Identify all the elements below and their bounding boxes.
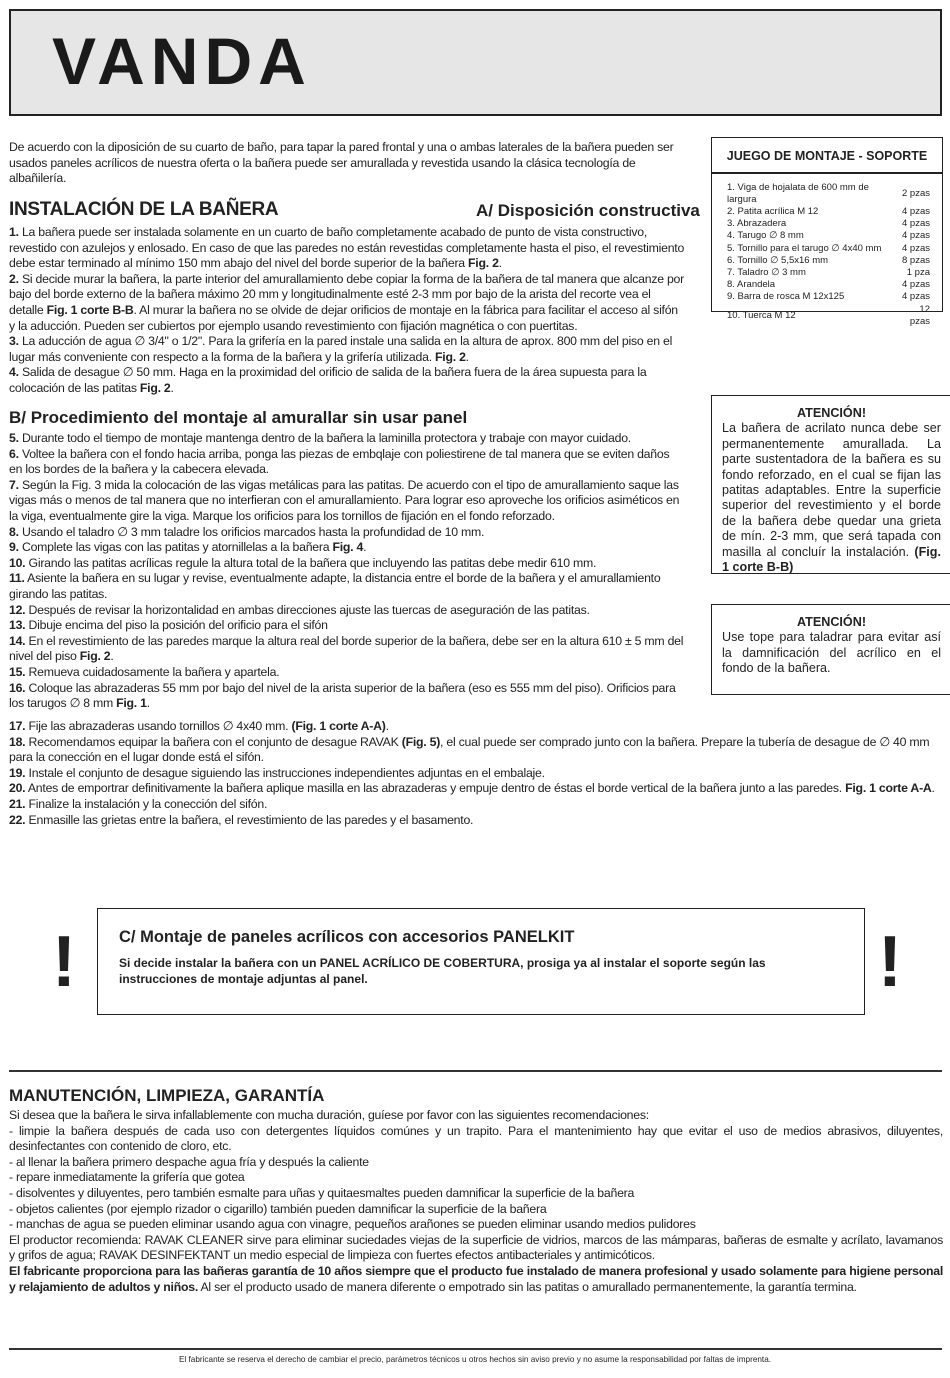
- maintenance-line: - manchas de agua se pueden eliminar usando agua con vinagre, pequeños arañones se pueden eliminar usando medios pulidores: [9, 1217, 696, 1232]
- attention-box-acrylic: [711, 395, 950, 574]
- table-row: [727, 267, 930, 279]
- kit-item-name: 9. Barra de rosca M 12x125: [727, 291, 845, 303]
- attention-box-drill: [711, 604, 950, 695]
- attention-text: Use tope para taladrar para evitar así la damnificación del acrílico en el fondo de la bañera.: [722, 630, 941, 676]
- list-item: 7. Según la Fig. 3 mida la colocación de las vigas metálicas para las patitas. De acuerdo con el tipo de amurallamiento saque las vigas más o menos de tal manera que no interfieran con el amurallamiento. Para lograr eso aproveche los orificios asiméticos en la viga, eventualmente gire la viga. Marque los orificios para los tornillos de fijación en el fondo reforzado.: [9, 477, 680, 523]
- kit-item-qty: 8 pzas: [902, 254, 930, 266]
- install-title: INSTALACIÓN DE LA BAÑERA: [9, 199, 279, 220]
- exclamation-icon: !: [52, 922, 76, 1002]
- list-item: 8. Usando el taladro ∅ 3 mm taladre los orificios marcados hasta la profundidad de 10 mm.: [9, 524, 485, 539]
- table-row: [727, 291, 930, 303]
- kit-item-name: 5. Tornillo para el tarugo ∅ 4x40 mm: [727, 242, 882, 254]
- list-item: 17. Fije las abrazaderas usando tornillos ∅ 4x40 mm. (Fig. 1 corte A-A).: [9, 719, 389, 733]
- footer-divider: [9, 1348, 942, 1350]
- panelkit-title: C/ Montaje de paneles acrílicos con accesorios PANELKIT: [119, 928, 575, 946]
- list-item: 11. Asiente la bañera en su lugar y revise, eventualmente adapte, la distancia entre el borde de la bañera y el amurallamiento girando las patitas.: [9, 571, 661, 601]
- install-list: [9, 225, 685, 397]
- list-item: 3. La aducción de agua ∅ 3/4" o 1/2". Para la grifería en la pared instale una salida en la altura de aprox. 800 mm del piso en el lugar más conveniente con respecto a la forma de la bañera y la grifería utilizada. Fig. 2.: [9, 334, 673, 364]
- kit-item-qty: 4 pzas: [902, 230, 930, 242]
- kit-item-name: 2. Patita acrílica M 12: [727, 206, 819, 217]
- attention-title: ATENCIÓN!: [796, 406, 867, 420]
- maintenance-line: - al llenar la bañera primero despache agua fría y después la caliente: [9, 1154, 369, 1169]
- table-row: [727, 218, 930, 230]
- warranty-text: El fabricante proporciona para las bañeras garantía de 10 años siempre que el producto fue instalado de manera profesional y usado solamente para higiene personal y relajamiento de adultos y niños. Al ser el producto usado de manera diferente o empotrado sin las patitas o amurallado permanentemente, la garantía termina.: [9, 1263, 943, 1294]
- maintenance-line: - objetos calientes (por ejemplo rizador o cigarillo) también pueden damnificar la superficie de la bañera: [9, 1201, 547, 1216]
- table-row: [727, 206, 930, 218]
- exclamation-icon: !: [878, 922, 902, 1002]
- kit-item-qty: 4 pzas: [902, 218, 930, 230]
- attention-text: La bañera de acrilato nunca debe ser permanentemente amurallada. La parte sustentadora de la bañera es su fondo reforzado, en el cual se fijan las patitas adaptables. Entre la superficie superior del revestimiento y el borde de la bañera debe quedar una grieta de mín. 2-3 mm, que será tapada con masilla al concluír la instalación.: [722, 421, 941, 559]
- list-item: 4. Salida de desague ∅ 50 mm. Haga en la proximidad del orificio de salida de la bañera fuera de la área supuesta para la colocación de las patitas Fig. 2.: [9, 365, 647, 395]
- kit-item-qty: 1 pza: [906, 267, 930, 279]
- table-row: [727, 304, 930, 328]
- kit-title: JUEGO DE MONTAJE - SOPORTE: [726, 149, 928, 163]
- intro-text: De acuerdo con la diposición de su cuarto de baño, para tapar la pared frontal y una o ambas laterales de la bañera pueden ser usados paneles acrílicos de nuestra oferta o la bañera puede ser amurallada y revestida usando la clásica tecnología de albañilería.: [9, 140, 674, 186]
- list-item: 2. Si decide murar la bañera, la parte interior del amurallamiento debe copiar la forma de la bañera de tal manera que alcanze por bajo del borde externo de la bañera máximo 20 mm y longitudinalmente esté 2-3 mm por bajo de la arista del recorte vea el detalle Fig. 1 corte B-B. Al murar la bañera no se olvide de dejar orificios de montaje en la fábrica para facilitar el acceso al sifón y la aducción. Pueden ser cubiertos por ejemplo usando revestimiento con fijación magnética o con puertitas.: [9, 271, 684, 333]
- kit-item-name: 3. Abrazadera: [727, 218, 787, 230]
- kit-item-name: 1. Viga de hojalata de 600 mm de largura: [727, 181, 869, 205]
- maintenance-line: - disolventes y diluyentes, pero también esmalte para uñas y quitaesmaltes pueden damnificar la superficie de la bañera: [9, 1185, 635, 1200]
- brand-title: VANDA: [52, 24, 312, 98]
- kit-item-qty: 4 pzas: [902, 279, 930, 291]
- procedure-list: [9, 431, 685, 712]
- table-row: [727, 230, 930, 242]
- kit-item-qty: 4 pzas: [902, 242, 930, 254]
- table-row: [727, 243, 930, 255]
- list-item: 14. En el revestimiento de las paredes marque la altura real del borde superior de la bañera, debe ser en la altura 610 ± 5 mm del nivel del piso Fig. 2.: [9, 633, 684, 664]
- kit-item-qty: 2 pzas: [902, 187, 930, 199]
- table-row: [727, 255, 930, 267]
- kit-item-name: 8. Arandela: [727, 279, 776, 291]
- list-item: 10. Girando las patitas acrílicas regule la altura total de la bañera que incluyendo las patitas debe medir 610 mm.: [9, 555, 597, 570]
- list-item: 18. Recomendamos equipar la bañera con el conjunto de desague RAVAK (Fig. 5), el cual puede ser comprado junto con la bañera. Prepare la tubería de desague de ∅ 40 mm para la conección en el lugar donde está el sifón.: [9, 734, 930, 765]
- kit-item-name: 10. Tuerca M 12: [727, 309, 796, 321]
- maintenance-title: MANUTENCIÓN, LIMPIEZA, GARANTÍA: [9, 1086, 325, 1105]
- list-item: 20. Antes de emportrar definitivamente la bañera aplique masilla en las abrazaderas y empuje dentro de éstas el borde vertical de la bañera junto a las paredes. Fig. 1 corte A-A.: [9, 781, 935, 796]
- kit-item-name: 6. Tornillo ∅ 5,5x16 mm: [727, 254, 829, 266]
- attention-ref: (Fig. 1 corte B-B): [722, 544, 941, 575]
- list-item: 1. La bañera puede ser instalada solamente en un cuarto de baño completamente acabado de punto de vista constructivo, revestido con azulejos y enlosado. En caso de que las paredes no están revestidas completamente hasta el piso, el revestimiento debe estar terminado al mínimo 150 mm abajo del nivel del borde superior de la bañera Fig. 2.: [9, 225, 685, 271]
- kit-item-name: 7. Taladro ∅ 3 mm: [727, 267, 806, 279]
- table-row: [727, 279, 930, 291]
- attention-title: ATENCIÓN!: [796, 615, 867, 629]
- panelkit-text: Si decide instalar la bañera con un PANEL ACRÍLICO DE COBERTURA, prosiga ya al instalar el soporte según las instrucciones de montaje adjuntas al panel.: [119, 956, 766, 986]
- list-item: 6. Voltee la bañera con el fondo hacia arriba, ponga las piezas de embqlaje con poliestirene de tal manera que se eviten daños en los bordes de la bañera y la cabecera elevada.: [9, 446, 670, 477]
- kit-divider: [712, 172, 942, 174]
- procedure-title: B/ Procedimiento del montaje al amurallar sin usar panel: [9, 408, 468, 427]
- list-item: 13. Dibuje encima del piso la posición del orificio para el sifón: [9, 618, 328, 633]
- maintenance-line: El productor recomienda: RAVAK CLEANER sirve para eliminar suciedades viejas de la superficie de vidrios, marcos de las mámparas, bañeras de esmalte y acrílato, lavamanos y grifos de agua; RAVAK DESINFEKTANT un medio especial de limpieza con fuertes efectos antibacteriales y antimicóticos.: [9, 1232, 943, 1263]
- list-item: 19. Instale el conjunto de desague siguiendo las instrucciones independientes adjuntas en el embalaje.: [9, 765, 545, 780]
- maintenance-line: Si desea que la bañera le sirva infallablemente con mucha duración, guíese por favor con las siguientes recomendaciones:: [9, 1108, 649, 1122]
- list-item: 21. Finalize la instalación y la conección del sifón.: [9, 796, 268, 811]
- list-item: 12. Después de revisar la horizontalidad en ambas direcciones ajuste las tuercas de aseguración de las patitas.: [9, 602, 590, 617]
- panelkit-box: [97, 908, 865, 1015]
- list-item: 9. Complete las vigas con las patitas y atornillelas a la bañera Fig. 4.: [9, 540, 367, 555]
- kit-item-qty: 4 pzas: [902, 291, 930, 303]
- kit-box: [711, 137, 943, 327]
- procedure-list-wide: [9, 719, 943, 828]
- list-item: 15. Remueva cuidadosamente la bañera y apartela.: [9, 664, 280, 679]
- kit-item-qty: 12 pzas: [909, 303, 930, 327]
- kit-item-name: 4. Tarugo ∅ 8 mm: [727, 230, 804, 242]
- kit-table: [727, 182, 930, 328]
- maintenance-line: - repare inmediatamente la grifería que gotea: [9, 1170, 245, 1185]
- footer-disclaimer: El fabricante se reserva el derecho de cambiar el precio, parámetros técnicos u otros hechos sin aviso previo y no asume la responsabilidad por faltas de imprenta.: [178, 1355, 772, 1364]
- maintenance-line: - limpie la bañera después de cada uso con detergentes líquidos comúnes y un trapito. Para el mantenimiento hay que evitar el uso de medios abrasivos, diluyentes, desinfectantes con contenido de cloro, etc.: [9, 1123, 943, 1154]
- maintenance-text: [9, 1108, 943, 1295]
- table-row: [727, 182, 930, 206]
- list-item: 16. Coloque las abrazaderas 55 mm por bajo del nivel de la arista superior de la bañera (eso es 555 mm del piso). Orificios para los tarugos ∅ 8 mm Fig. 1.: [9, 680, 676, 711]
- kit-item-qty: 4 pzas: [902, 206, 930, 217]
- install-subtitle: A/ Disposición constructiva: [476, 201, 700, 220]
- list-item: 22. Enmasille las grietas entre la bañera, el revestimiento de las paredes y el basamento.: [9, 812, 474, 827]
- list-item: 5. Durante todo el tiempo de montaje mantenga dentro de la bañera la laminilla protectora y trabaje con mayor cuidado.: [9, 431, 631, 445]
- divider: [9, 1070, 942, 1072]
